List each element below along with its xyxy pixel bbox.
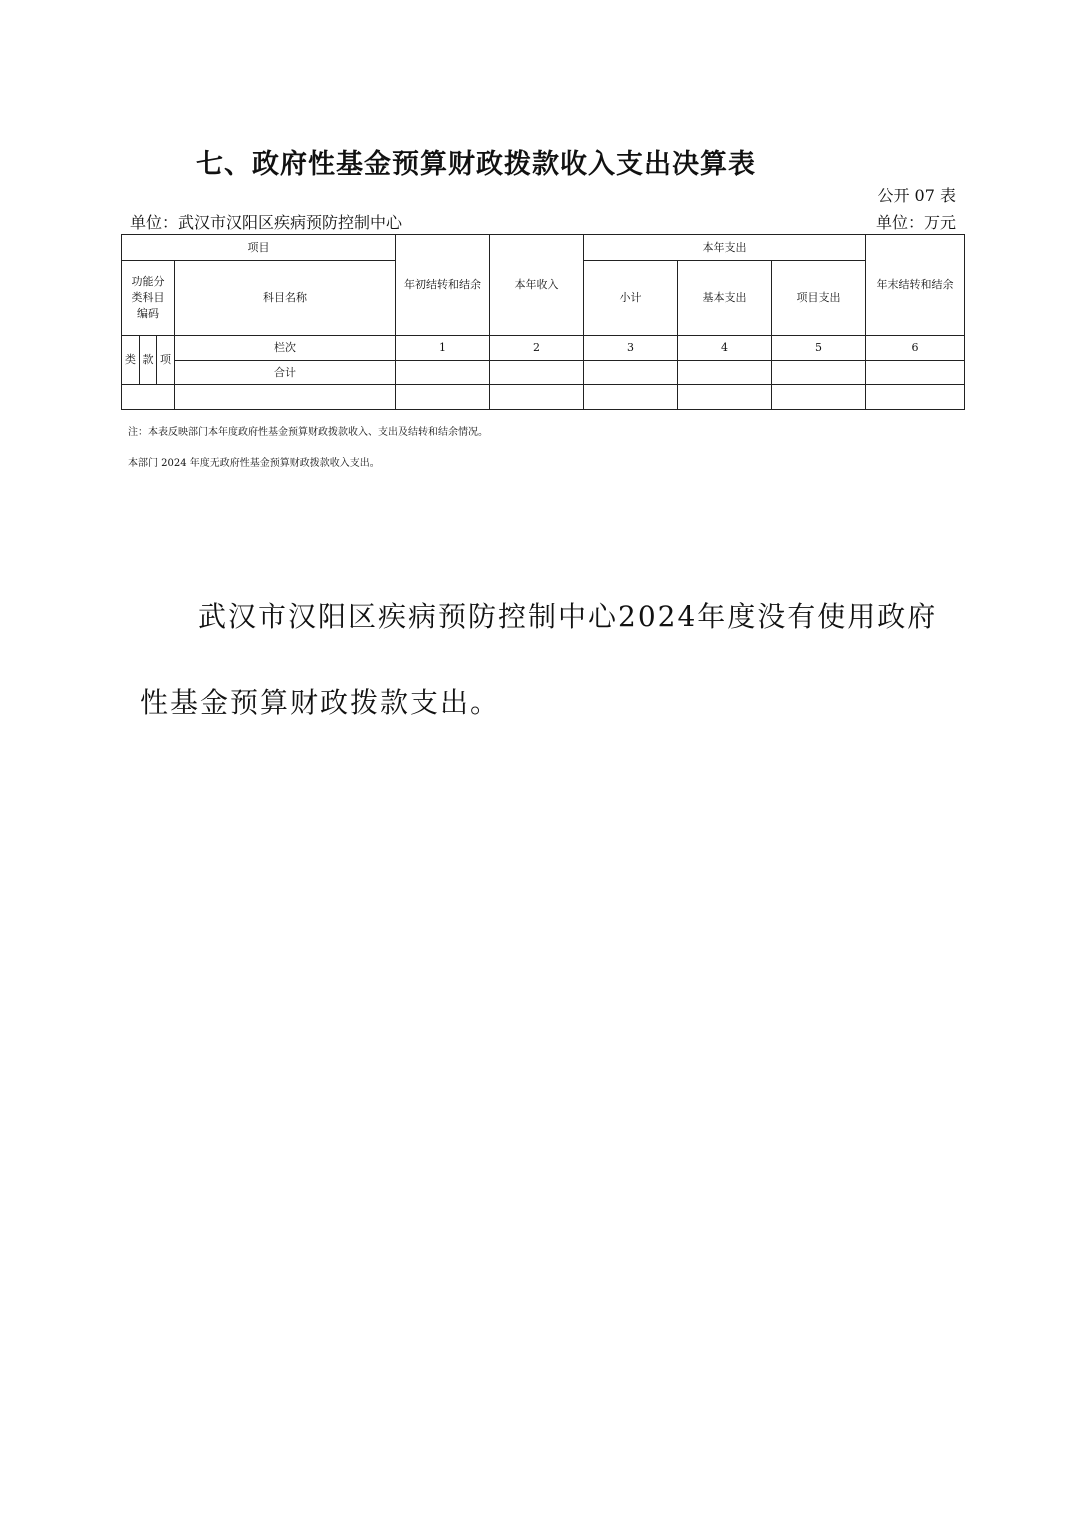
col-number: 4 <box>678 336 772 361</box>
reporting-unit: 单位：武汉市汉阳区疾病预防控制中心 <box>130 213 403 232</box>
row-label-column-no: 栏次 <box>175 336 396 361</box>
code-lei: 类 <box>122 336 140 385</box>
header-begin-balance: 年初结转和结余 <box>396 235 490 336</box>
total-row <box>122 361 965 385</box>
code-xiang: 项 <box>157 336 175 385</box>
page-title: 七、政府性基金预算财政拨款收入支出决算表 <box>196 149 756 180</box>
header-subtotal: 小计 <box>584 261 678 336</box>
currency-unit: 单位：万元 <box>875 213 956 232</box>
table-cell <box>584 385 678 410</box>
col-number: 2 <box>490 336 584 361</box>
table-cell <box>490 361 584 385</box>
row-label-total: 合计 <box>175 361 396 385</box>
budget-table <box>121 234 965 410</box>
header-basic: 基本支出 <box>678 261 772 336</box>
header-row-1 <box>122 235 965 261</box>
table-cell <box>678 385 772 410</box>
code-kuan: 款 <box>140 336 157 385</box>
col-number: 5 <box>772 336 866 361</box>
col-number: 1 <box>396 336 490 361</box>
table-cell <box>866 385 965 410</box>
table-cell <box>122 385 175 410</box>
table-cell <box>772 385 866 410</box>
col-number: 6 <box>866 336 965 361</box>
table-cell <box>396 385 490 410</box>
table-cell <box>866 361 965 385</box>
table-cell <box>490 385 584 410</box>
column-number-row <box>122 336 965 361</box>
header-project: 项目支出 <box>772 261 866 336</box>
table-note: 注：本表反映部门本年度政府性基金预算财政拨款收入、支出及结转和结余情况。 <box>128 427 488 438</box>
header-income: 本年收入 <box>490 235 584 336</box>
table-cell <box>678 361 772 385</box>
table-cell <box>772 361 866 385</box>
header-item: 项目 <box>122 235 396 261</box>
header-end-balance: 年末结转和结余 <box>866 235 965 336</box>
table-cell <box>175 385 396 410</box>
col-number: 3 <box>584 336 678 361</box>
header-func-code: 功能分类科目编码 <box>122 261 175 336</box>
header-subject-name: 科目名称 <box>175 261 396 336</box>
statement-paragraph: 武汉市汉阳区疾病预防控制中心2024年度没有使用政府性基金预算财政拨款支出。 <box>140 600 938 719</box>
table-code: 公开 07 表 <box>877 186 956 205</box>
no-data-note: 本部门 2024 年度无政府性基金预算财政拨款收入支出。 <box>128 458 380 469</box>
table-cell <box>584 361 678 385</box>
table-cell <box>396 361 490 385</box>
empty-row <box>122 385 965 410</box>
header-expenditure: 本年支出 <box>584 235 866 261</box>
